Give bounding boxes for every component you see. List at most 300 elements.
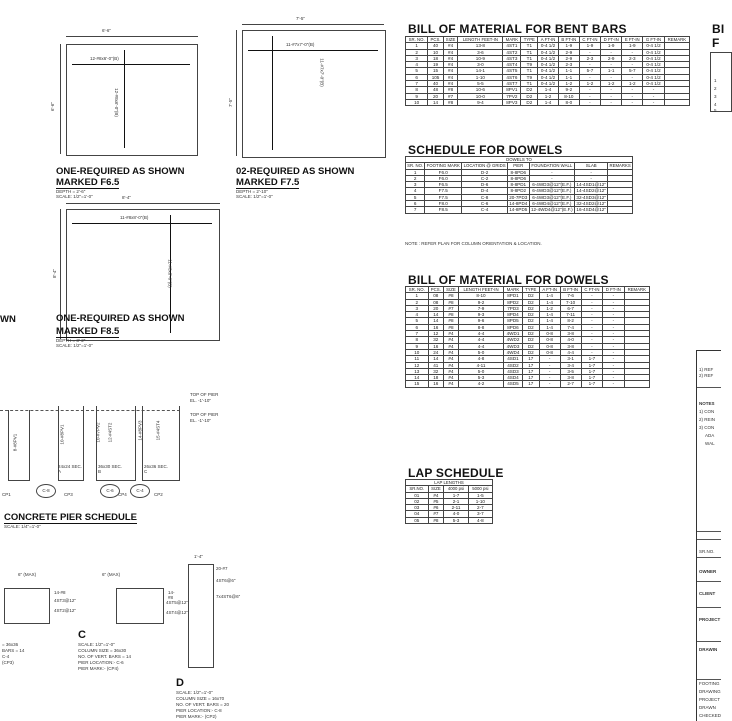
bent-bars-cell: 0-4 1/2 [643,49,665,55]
dowels-bom-cell: #7 [444,305,459,311]
bent-bars-cell: - [622,99,643,105]
lap-title: LAP SCHEDULE [408,466,504,480]
section-bars: BARS = 14 [2,648,25,653]
bent-bars-cell: 20 [428,93,443,99]
bent-bars-cell: D2 [521,87,538,93]
section-size: COLUMN SIZE = 16x70 [176,696,225,701]
field-drawing: DRAWIN [699,647,718,652]
bottom-5: CHECKED [699,713,722,718]
pier-bars-2: 10-#8PV1 [59,424,65,445]
dowels-bom-cell: 5-0 [458,349,503,355]
bent-bars-cell: #8 [443,99,458,105]
section-size: = 36x36 [2,642,19,647]
dowels-schedule-cell: 6 [406,201,425,207]
bent-bars-cell: - [643,87,665,93]
bent-bars-cell: #4 [443,43,458,49]
dowels-bom-cell: 17 [522,362,539,368]
dowels-bom-cell: #8 [444,324,459,330]
depth: DEPTH = 2'-6" [56,189,86,194]
pier-bars-6: 15-#4ST4 [155,420,161,441]
caption-line2: MARKED F8.5 [56,326,120,337]
dowels-schedule-cell: 8-8PD6 [508,175,530,181]
bars-vertical: 11-#7x7'-0"(B) [319,58,325,87]
section-scale: SCALE: 1/2"=1'-0" [78,642,115,647]
dowels-bom-cell: #8 [444,293,459,299]
section-loc: PIER LOCATION:- C-6 [78,660,124,665]
dowels-bom-cell: - [581,293,602,299]
dowels-bom-cell: - [603,343,624,349]
scale: SCALE: 1/2"=1'-0" [56,194,93,199]
bent-bars-cell: 3 [406,55,428,61]
lap-cell: 02 [406,498,429,504]
dowels-bom-cell: 4WD2 [504,337,523,343]
dowels-schedule-cell: F6.0 [425,175,462,181]
bent-bars-cell: 9 [406,93,428,99]
bent-bars-header-cell: LENGTH FEET-IN [458,37,503,43]
bent-bars-cell: 14-1 [458,68,503,74]
dowels-bom-cell: - [581,337,602,343]
bent-bars-cell: 0-4 1/2 [643,55,665,61]
dowels-bom-cell: 1-4 [539,293,560,299]
dowels-schedule-table [405,156,633,214]
dowels-schedule-header-cell: SR. NO. [407,163,424,169]
dowels-bom-cell: D2 [522,293,539,299]
bent-bars-cell: - [622,87,643,93]
dowels-schedule-cell: C-4 [462,207,508,213]
note-4: ADA [705,433,715,438]
partial-caption: WN [0,314,16,325]
table-row [406,55,690,61]
dowels-bom-cell: #4 [444,343,459,349]
dowels-bom-cell: 5 [406,318,429,324]
dowels-bom-cell: - [603,305,624,311]
dowels-bom-cell: 0-8 [539,349,560,355]
dowels-schedule-cell: D-4 [462,188,508,194]
dowels-bom-cell: 4-2 [458,381,503,387]
bent-bars-cell: 9-2 [558,87,579,93]
dowels-schedule-cell: C-8 [462,194,508,200]
scale: SCALE: 1/2"=1'-0" [56,343,93,348]
dowels-schedule-cell: 14-4SD2@12" [576,188,606,194]
bent-bars-cell: #4 [443,49,458,55]
table-row [406,182,633,188]
bent-bars-cell: #4 [443,81,458,87]
bent-bars-header-cell: A FT-IN [538,37,559,43]
section-d [176,552,256,720]
dowels-bom-cell: 4-8 [458,356,503,362]
dowels-bom-cell: 0-8 [539,337,560,343]
bent-bars-header-cell: MARK [503,37,521,43]
dowels-bom-header-cell: TYPE [522,287,539,293]
dowels-bom-table [405,286,650,388]
bent-bars-cell: 6 [406,74,428,80]
bent-bars-cell: - [601,49,622,55]
dowels-bom-cell: 5-3 [458,375,503,381]
partial-row-1: 1 [714,78,717,83]
bent-bars-cell: 7 [406,81,428,87]
bent-bars-cell: 2-9 [601,55,622,61]
bent-bars-cell: - [601,99,622,105]
pier-mark-1: CP1 [2,492,11,497]
bent-bars-cell: - [579,74,600,80]
dowels-bom-cell: 4SD1 [504,356,523,362]
dowels-schedule-cell: 1 [406,169,425,175]
bent-bars-header-cell: E FT-IN [622,37,643,43]
dowels-schedule-cell: F7.5 [425,188,462,194]
section-left [0,570,76,720]
bent-bars-cell: 1-2 [538,93,559,99]
note-5: WAL [705,441,715,446]
lap-cell: 5-3 [444,517,468,523]
bent-bars-header-cell: SR. NO. [406,37,428,43]
lap-cell: #7 [428,511,444,517]
dowels-bom-cell: 7-9 [458,305,503,311]
dowels-schedule-cell: D-2 [462,169,508,175]
dim-top: 7'-5" [296,16,305,21]
dowels-schedule-cell: 3 [406,182,425,188]
dowels-bom-cell: 24 [428,349,443,355]
bottom-3: PROJECT [699,697,721,702]
dowels-bom-cell: 4-11 [458,362,503,368]
partial-bom-letter: F [712,36,720,50]
bent-bars-cell: 0-4 1/2 [643,81,665,87]
dowels-schedule-cell: 5 [406,194,425,200]
dowels-schedule-cell: 14-8PD5 [509,207,528,213]
section-label-3: 7x4ST6@6" [216,594,241,599]
lap-header-cell: 4000 psi [444,486,468,492]
dowels-bom-cell: 4-4 [458,331,503,337]
lap-cell: 4-8 [468,517,492,523]
section-scale: SCALE: 1/2"=1'-0" [176,690,213,695]
dowels-bom-cell: #8 [444,318,459,324]
dowels-bom-cell: 3-4 [560,362,581,368]
dowels-bom-cell: - [581,324,602,330]
bent-bars-header-row [406,37,690,43]
dowels-bom-cell: 14 [428,318,443,324]
bent-bars-cell: 4ST3 [503,55,521,61]
dowels-bom-cell: 1-4 [539,299,560,305]
dowels-schedule-cell: 32-4SD2@12" [576,201,606,207]
title-block [696,350,721,721]
bent-bars-cell: 5-5 [458,81,503,87]
bent-bars-cell: T1 [521,81,538,87]
dowels-bom-cell: 1-7 [581,356,602,362]
dowels-schedule-cell: C-2 [462,175,508,181]
section-dim: 6" (MAX) [102,572,121,577]
dowels-bom-cell: 1-2 [539,305,560,311]
partial-bom-title: BI [712,22,725,36]
lap-cell: 4-0 [444,511,468,517]
dowels-bom-cell: - [581,331,602,337]
table-row [406,188,633,194]
top-of-pier-label: TOP OF PIER [190,392,219,397]
bent-bars-cell: - [579,99,600,105]
ref-1: 1) REF [699,367,714,372]
grid-bubble-1: C-8 [36,484,56,498]
dowels-schedule-cell: 8-8PD6 [508,169,530,175]
dowels-bom-cell: 10 [406,349,429,355]
section-dim: 6" (MAX) [18,572,37,577]
bent-bars-cell: 0-4 1/2 [538,62,559,68]
dowels-bom-cell: 14 [428,312,443,318]
pier-mark-3: CP4 [118,492,127,497]
dowels-bom-cell: D2 [522,305,539,311]
scale: SCALE: 1/2"=1'-0" [236,194,273,199]
bent-bars-cell: - [579,62,600,68]
dowels-schedule-header-cell: FOOTING MARK [426,163,460,169]
dowels-bom-cell: 17 [522,381,539,387]
note-2: 2) REIN [699,417,716,422]
dowels-bom-cell: #4 [444,337,459,343]
dowels-bom-cell: 8PD1 [504,293,523,299]
dowels-bom-cell: 4WD1 [504,331,523,337]
dowels-bom-cell: 8PD2 [504,299,523,305]
pier-size-1: 24x24 SEC. A [58,464,83,474]
dowels-bom-cell: #4 [444,368,459,374]
dowels-bom-cell: 4-4 [560,349,581,355]
dowels-bom-cell: 14 [406,375,429,381]
dowels-bom-cell: 8PD4 [504,312,523,318]
dowels-bom-cell: 5-0 [458,368,503,374]
bars-vertical: 11-#8x8'-0"(B) [167,259,173,288]
footing-f65 [40,20,210,200]
dowels-schedule-cell: F8.0 [425,201,462,207]
dowels-bom-cell: 14 [428,356,443,362]
dowels-bom-header-cell: REMARK [624,287,649,293]
bent-bars-cell: 1 [406,43,428,49]
bent-bars-cell: 13-8 [458,43,503,49]
table-row [406,81,690,87]
bent-bars-cell: 0-4 1/2 [643,62,665,68]
dowels-bom-header-cell: SR. NO. [406,287,429,293]
bent-bars-cell: 10 [428,49,443,55]
bent-bars-cell: 1-1 [601,68,622,74]
dowels-bom-cell: 1 [406,293,429,299]
section-mark: (CP3) [2,660,14,665]
table-row [406,207,633,213]
dowels-bom-cell: #4 [444,331,459,337]
dowels-bom-header-cell: PCS. [428,287,443,293]
section-size: COLUMN SIZE = 36x30 [78,648,127,653]
dowels-schedule-cell: C-6 [462,201,508,207]
bent-bars-cell: #4 [443,74,458,80]
dowels-bom-cell: D2 [522,312,539,318]
dowels-bom-header-cell: LENGTH FEET-IN [458,287,503,293]
bent-bars-cell: 105 [428,74,443,80]
partial-row-3: 3 [714,94,717,99]
field-srno: SR.NO. [699,549,715,554]
dowels-schedule-note: NOTE : REFER PLAN FOR COLUMN ORIENTATION & LOCATION. [405,241,542,246]
bent-bars-cell: 1-4 [538,99,559,105]
bent-bars-cell: 1-2 [558,81,579,87]
dim-side: 8'-4" [51,269,57,278]
dowels-bom-cell: 0-8 [539,343,560,349]
bars-horizontal: 11-#8x8'-0"(B) [120,215,149,220]
caption-line1: 02-REQUIRED AS SHOWN [236,166,355,177]
lap-cell: #6 [428,505,444,511]
dowels-bom-cell: - [603,299,624,305]
dowels-bom-cell: #4 [444,356,459,362]
bent-bars-cell: 8-0 [558,99,579,105]
bent-bars-cell: 10-6 [458,87,503,93]
section-letter: C [78,629,86,641]
dowels-bom-cell: 1-7 [581,362,602,368]
dowels-bom-cell: 2 [406,299,429,305]
top-of-pier-label-2: TOP OF PIER [190,412,219,417]
dowels-bom-cell: 4SD4 [504,375,523,381]
bent-bars-cell: - [601,87,622,93]
dowels-bom-cell: - [603,349,624,355]
bent-bars-cell: 7PV2 [503,93,521,99]
bent-bars-cell: 5-7 [622,68,643,74]
pier-schedule [0,380,240,530]
caption-line2: MARKED F7.5 [236,177,300,188]
bent-bars-cell: 1-9 [579,43,600,49]
dowels-bom-cell: - [603,312,624,318]
bent-bars-cell: 10 [406,99,428,105]
dim-top: 8'-4" [122,195,131,200]
dowels-bom-cell: 41 [428,362,443,368]
bent-bars-cell: 1-1 [558,68,579,74]
dowels-bom-cell: 6-7 [560,305,581,311]
section-outline [188,564,214,668]
table-row [406,68,690,74]
depth: DEPTH = 2'-10" [236,189,268,194]
lap-cell: 03 [406,505,429,511]
dowels-schedule-cell: 2 [406,175,425,181]
dowels-bom-cell: #4 [444,362,459,368]
bent-bars-cell: 9-4 [458,99,503,105]
section-loc: PIER LOCATION:- C-8 [176,708,222,713]
bent-bars-cell: 19 [428,62,443,68]
pier-size-3: 26x36 SEC. C [144,464,169,474]
dowels-bom-cell: 17 [522,368,539,374]
dowels-bom-cell: D2 [522,318,539,324]
dowels-bom-cell: - [539,356,560,362]
pier-bars-5: 14-#8PV3 [137,420,143,441]
dowels-bom-cell: 8-2 [560,318,581,324]
dowels-bom-cell: 4-0 [560,337,581,343]
bent-bars-title: BILL OF MATERIAL FOR BENT BARS [408,22,627,36]
dowels-bom-cell: 9-2 [458,299,503,305]
dowels-bom-cell [624,381,649,387]
dowels-bom-cell: 7 [406,331,429,337]
bent-bars-cell: - [601,93,622,99]
dowels-bom-cell: 0-8 [539,331,560,337]
table-row [406,381,650,387]
dowels-bom-cell: 4-4 [458,343,503,349]
dowels-schedule-cell: 7 [406,207,425,213]
dowels-schedule-cell: 12-4WD4@12"(E.F.) [530,207,573,213]
dowels-bom-cell: 17 [522,375,539,381]
pier-schedule-title: CONCRETE PIER SCHEDULE [4,512,138,523]
lap-cell: 2-7 [468,505,492,511]
bent-bars-cell: 1-9 [558,43,579,49]
bent-bars-cell: T1 [521,68,538,74]
dowels-bom-cell: 8-10 [458,293,503,299]
bent-bars-cell: T1 [521,43,538,49]
bent-bars-cell: 0-4 1/2 [538,49,559,55]
dowels-bom-cell: 4WD3 [504,343,523,349]
section-dim: 1'-4" [194,554,203,559]
dowels-bom-cell: 12 [428,331,443,337]
dowels-schedule-cell: 6-4WD4@12"(E.F.) [529,201,575,207]
dowels-bom-cell: 20 [428,305,443,311]
dowels-schedule-cell: 32-4SD3@12" [576,194,606,200]
dowels-schedule-header-cell: SLAB [575,163,608,169]
dowels-bom-cell: 1-4 [539,324,560,330]
dowels-bom-cell: 7-4 [560,324,581,330]
dowels-bom-cell: 6 [406,324,429,330]
dowels-schedule-cell: 16-4SD4@12" [576,207,606,213]
section-bars: NO. OF VERT. BARS = 20 [176,702,230,707]
dowels-bom-cell: 8PD6 [504,324,523,330]
section-outline [4,588,50,624]
bent-bars-cell: T9 [521,62,538,68]
dowels-to-group-cell: DOWELS TO [406,157,633,163]
bent-bars-cell: 1-2 [601,81,622,87]
bent-bars-cell: 3-0 [458,62,503,68]
dowels-bom-cell: 08 [428,299,443,305]
dowels-bom-cell: - [603,368,624,374]
dowels-bom-cell: 2-7 [560,381,581,387]
field-owner: OWNER [699,569,717,574]
lap-cell: #8 [428,517,444,523]
bent-bars-cell: - [579,49,600,55]
table-row [406,62,690,68]
partial-bom [708,22,725,113]
dowels-schedule-cell: - [575,175,608,181]
lap-cell: 05 [406,517,429,523]
section-label-1: 14-#8 [54,590,66,595]
bent-bars-cell: 4ST2 [503,49,521,55]
footing-f85 [40,195,210,385]
table-row [406,194,633,200]
section-c-label-3: 4ST4@12" [166,610,188,615]
dowels-bom-cell: 1-4 [539,312,560,318]
lap-table [405,479,493,524]
dowels-bom-cell: - [603,331,624,337]
bottom-4: DRAWN [699,705,716,710]
bent-bars-cell: 15 [428,68,443,74]
dowels-bom-cell: #8 [444,299,459,305]
dowels-bom-cell: D2 [522,324,539,330]
section-loc: C-4 [2,654,10,659]
dowels-bom-cell: 18 [428,375,443,381]
section-label-1: 20-#7 [216,566,228,571]
bent-bars-cell: #8 [443,87,458,93]
bent-bars-cell: 0-4 1/2 [643,74,665,80]
dowels-bom-cell: 17 [522,356,539,362]
bent-bars-cell: 0-4 1/2 [538,43,559,49]
lap-cell: 1-10 [468,498,492,504]
dowels-bom-header-cell: SIZE [444,287,459,293]
bars-horizontal: 11-#7x7'-0"(B) [286,42,315,47]
bent-bars-cell: 10-0 [458,93,503,99]
dowels-schedule-cell [608,207,633,213]
bent-bars-cell: 2-9 [558,55,579,61]
dowels-schedule-cell: 6-4WD3@12"(E.F.) [529,194,575,200]
bent-bars-cell: 1-4 [538,87,559,93]
bars-horizontal: 12-#8x6'-0"(B) [90,56,119,61]
bent-bars-cell: 8PV1 [503,87,521,93]
dim-side: 6'-6" [49,102,55,111]
bent-bars-cell: 10-9 [458,55,503,61]
bent-bars-header-cell: B FT-IN [558,37,579,43]
dowels-schedule-cell: - [529,169,575,175]
dowels-schedule-title: SCHEDULE FOR DOWELS [408,143,563,157]
dowels-bom-cell: - [539,362,560,368]
